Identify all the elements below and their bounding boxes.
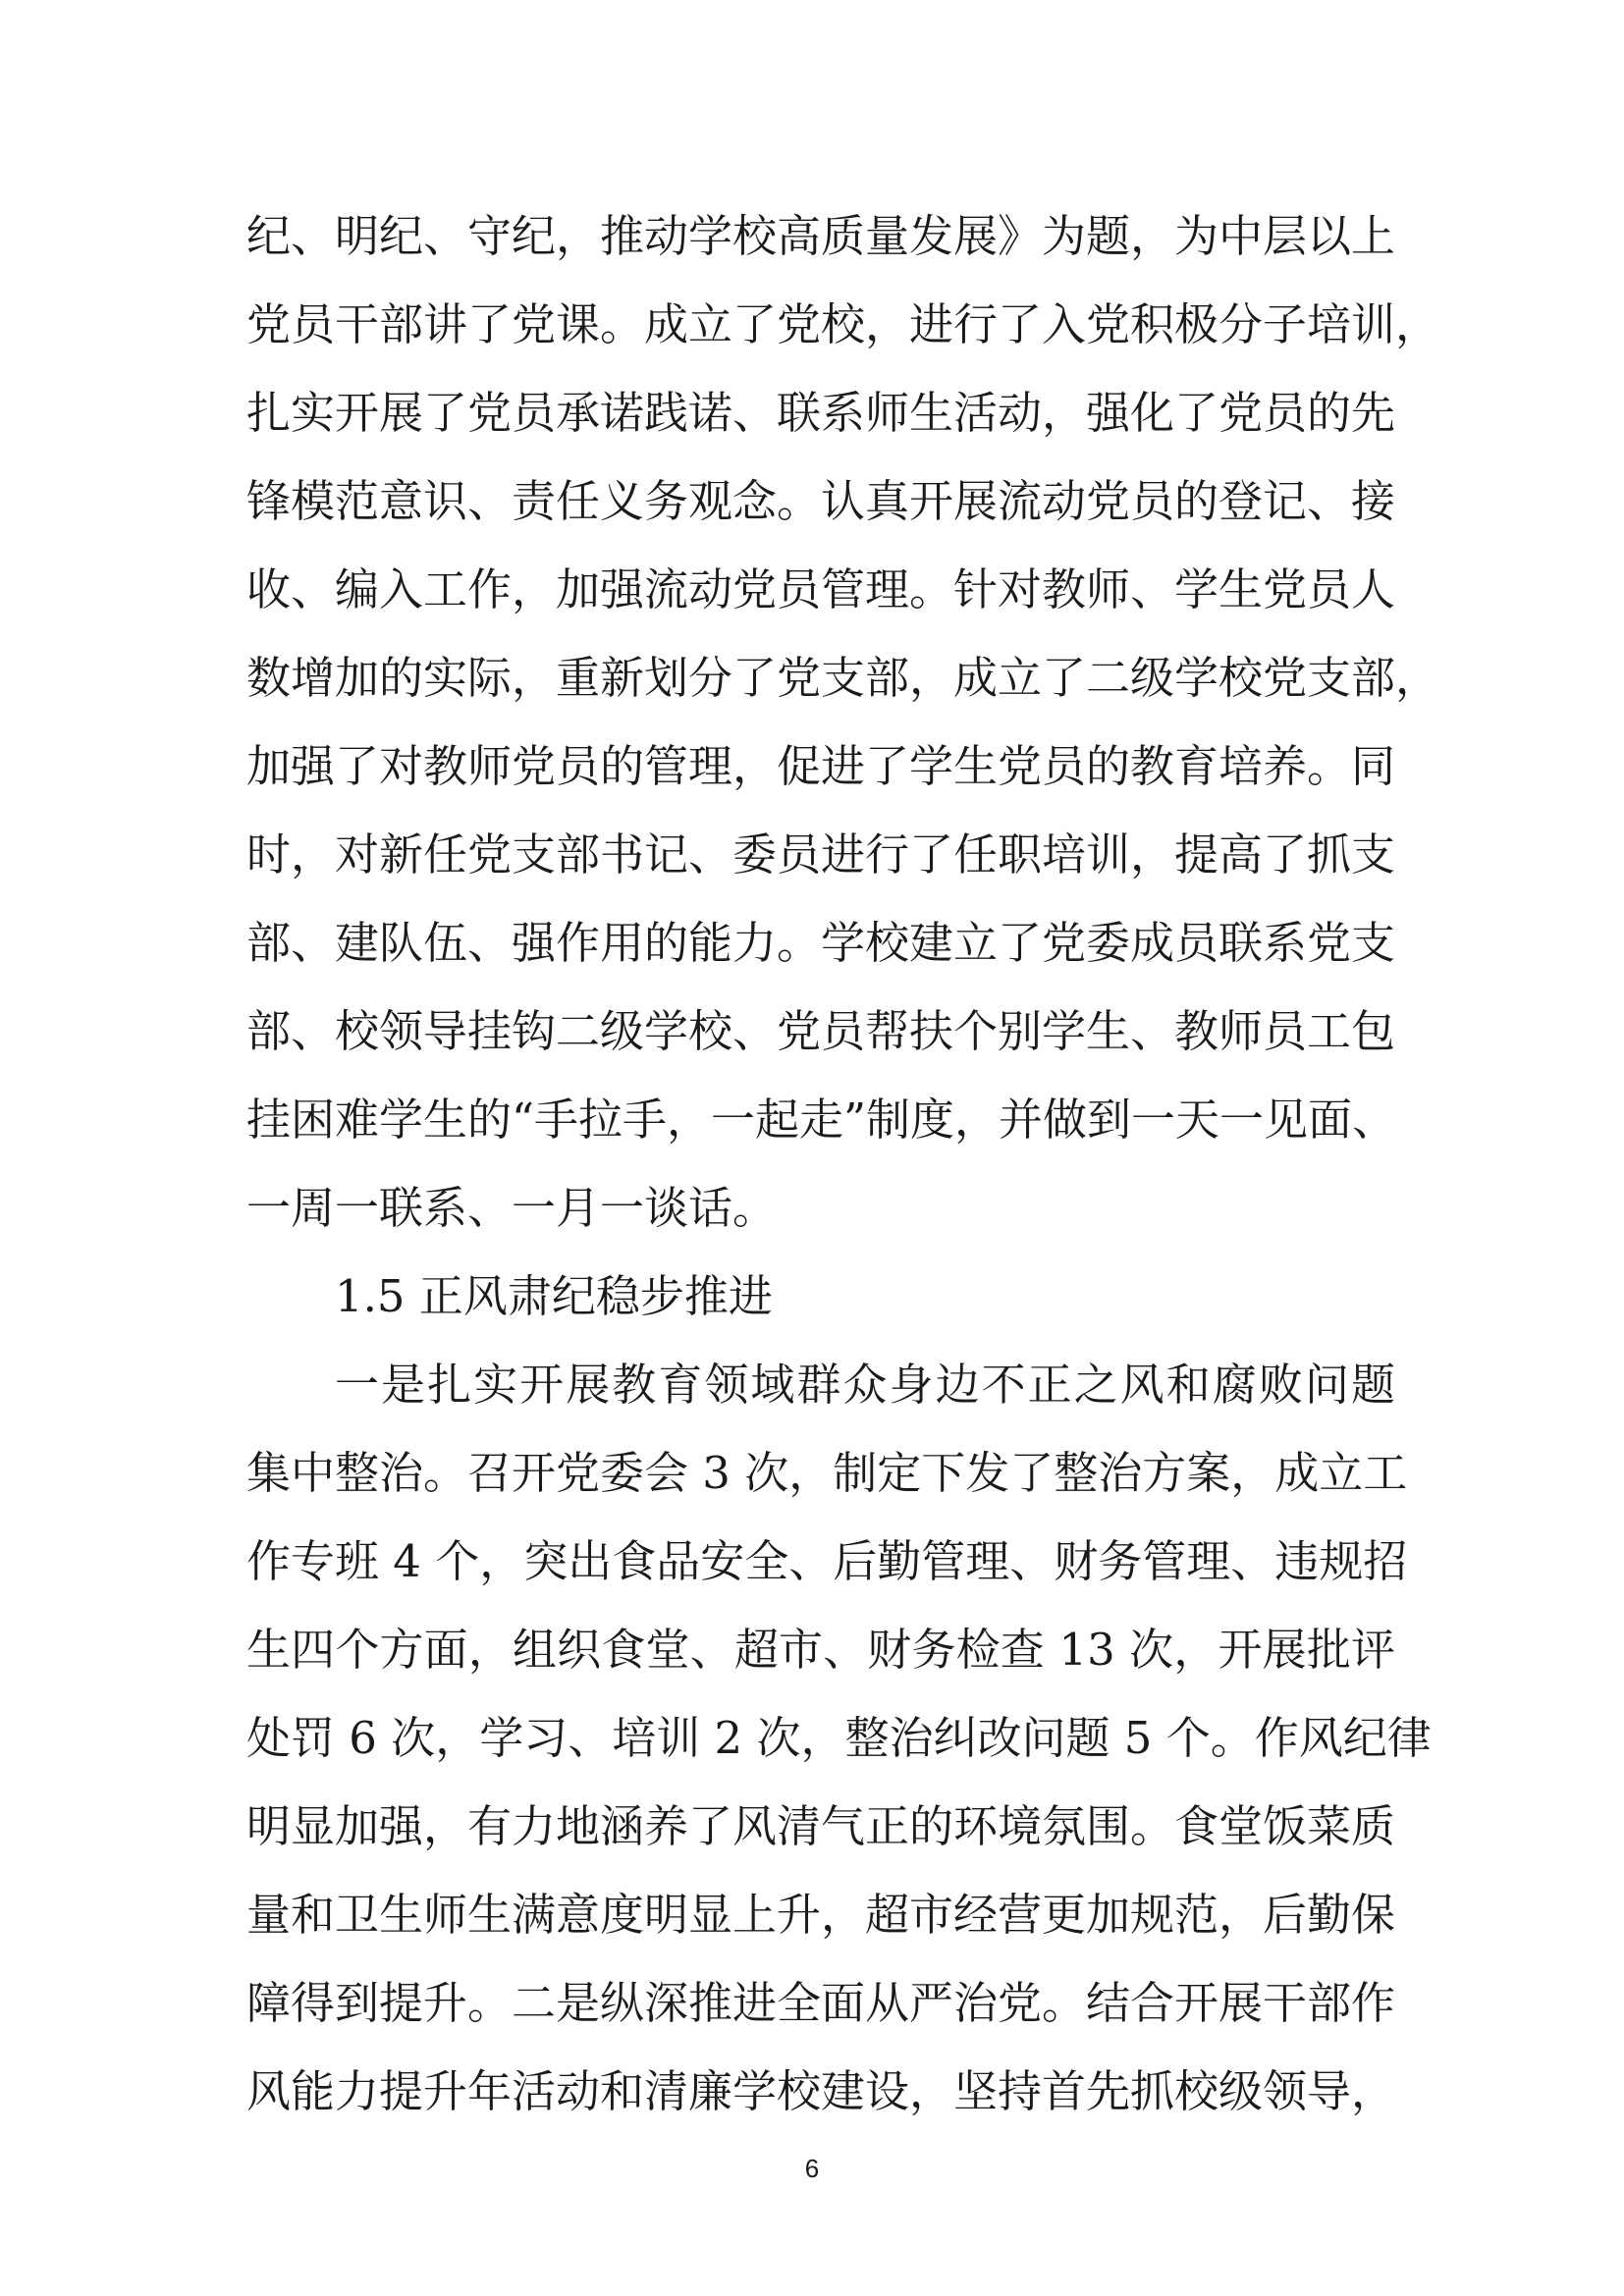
- text-line: 作专班 4 个，突出食品安全、后勤管理、财务管理、违规招: [246, 1535, 1408, 1587]
- text-line: 生四个方面，组织食堂、超市、财务检查 13 次，开展批评: [246, 1624, 1395, 1676]
- text-line: 锋模范意识、责任义务观念。认真开展流动党员的登记、接: [246, 475, 1396, 527]
- section-heading: 1.5 正风肃纪稳步推进: [335, 1270, 773, 1322]
- text-line: 加强了对教师党员的管理，促进了学生党员的教育培养。同: [246, 740, 1396, 792]
- text-line: 部、建队伍、强作用的能力。学校建立了党委成员联系党支: [246, 917, 1396, 969]
- text-line: 集中整治。召开党委会 3 次，制定下发了整治方案，成立工: [246, 1447, 1408, 1499]
- text-line: 纪、明纪、守纪，推动学校高质量发展》为题，为中层以上: [246, 210, 1396, 262]
- text-line: 风能力提升年活动和清廉学校建设，坚持首先抓校级领导，: [246, 2065, 1396, 2117]
- text-line: 部、校领导挂钩二级学校、党员帮扶个别学生、教师员工包: [246, 1005, 1396, 1057]
- page-number: 6: [804, 2154, 820, 2183]
- text-line: 党员干部讲了党课。成立了党校，进行了入党积极分子培训，: [246, 298, 1440, 350]
- text-line: 量和卫生师生满意度明显上升，超市经营更加规范，后勤保: [246, 1889, 1396, 1941]
- text-line: 扎实开展了党员承诺践诺、联系师生活动，强化了党员的先: [246, 387, 1396, 439]
- text-line: 一周一联系、一月一谈话。: [246, 1182, 778, 1234]
- text-line: 明显加强，有力地涵养了风清气正的环境氛围。食堂饭菜质: [246, 1800, 1396, 1852]
- text-line: 处罚 6 次，学习、培训 2 次，整治纠改问题 5 个。作风纪律: [246, 1712, 1432, 1764]
- text-line: 收、编入工作，加强流动党员管理。针对教师、学生党员人: [246, 563, 1396, 615]
- text-line: 时，对新任党支部书记、委员进行了任职培训，提高了抓支: [246, 828, 1396, 881]
- text-line: 障得到提升。二是纵深推进全面从严治党。结合开展干部作: [246, 1977, 1396, 2029]
- text-line: 挂困难学生的“手拉手，一起走”制度，并做到一天一见面、: [246, 1094, 1397, 1146]
- text-line: 一是扎实开展教育领域群众身边不正之风和腐败问题: [335, 1359, 1395, 1411]
- text-line: 数增加的实际，重新划分了党支部，成立了二级学校党支部，: [246, 652, 1440, 704]
- body-text: [246, 192, 1440, 2136]
